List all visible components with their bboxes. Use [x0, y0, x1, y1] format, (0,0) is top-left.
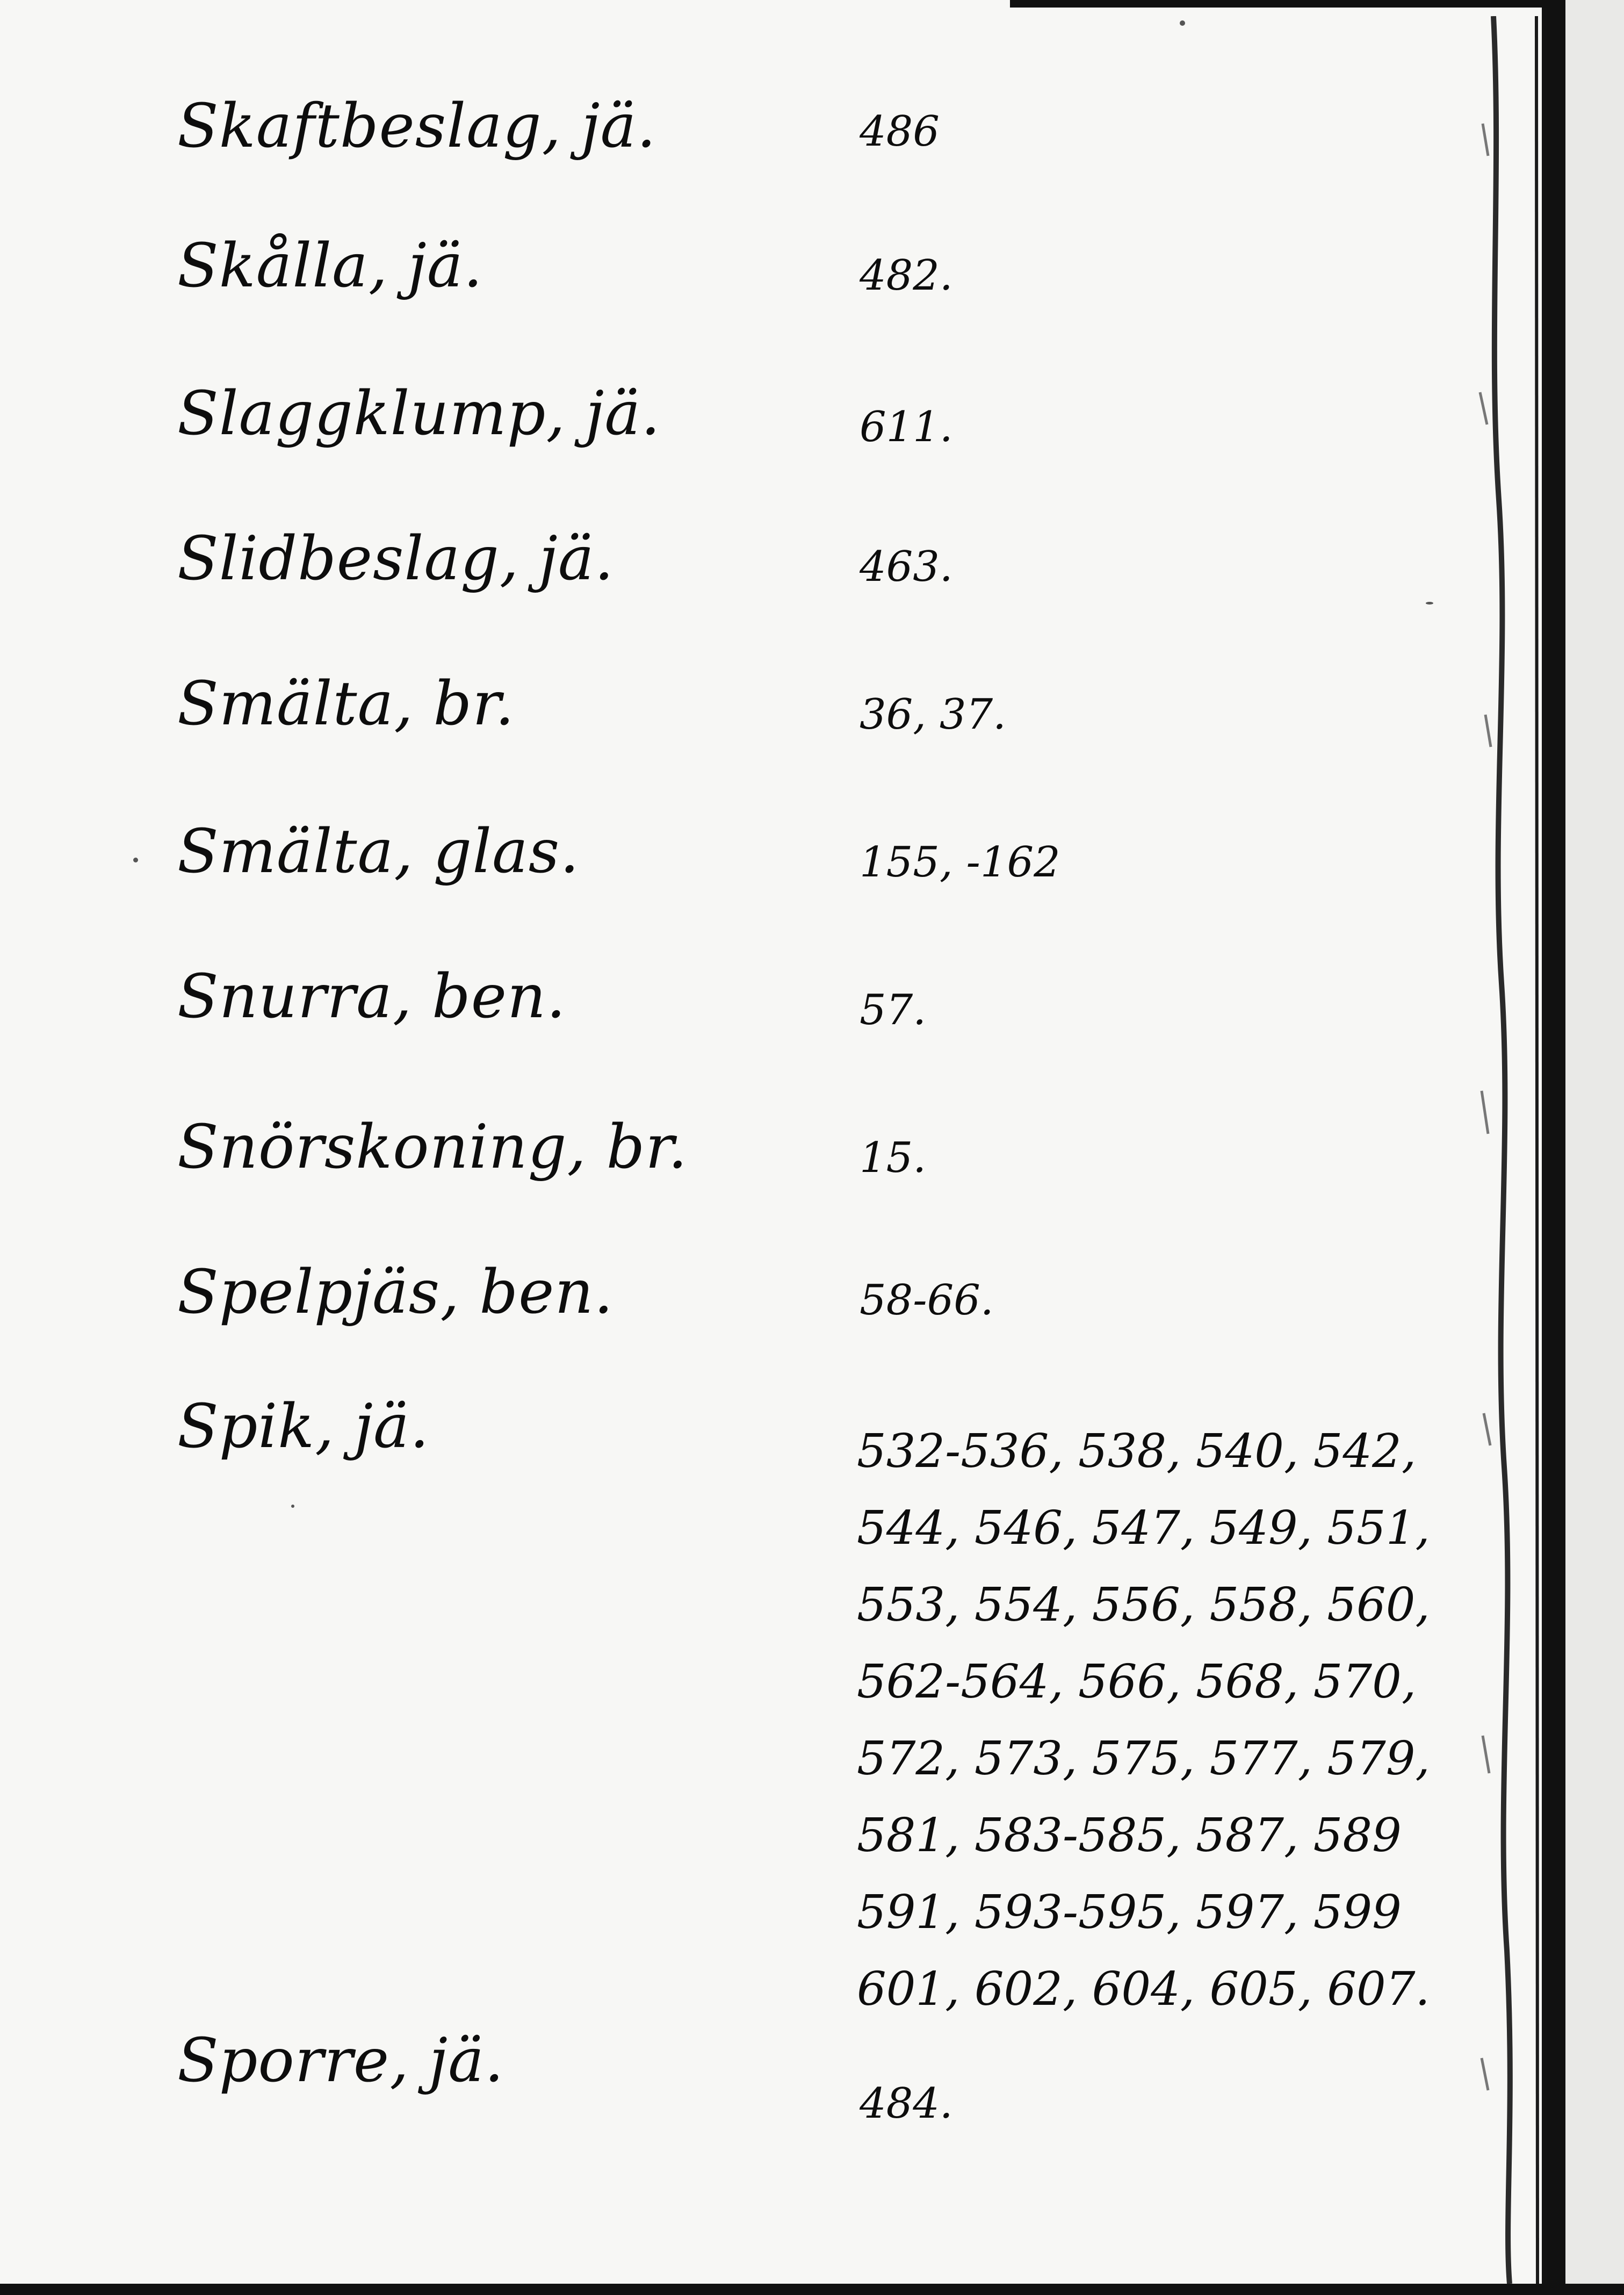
index-page-refs-line: 572, 573, 575, 577, 579,: [857, 1732, 1430, 1786]
index-page-refs: 36, 37.: [860, 690, 1006, 739]
paper-speck: [291, 1505, 294, 1508]
index-term: Sporre, jä.: [177, 2026, 504, 2096]
index-term: Snurra, ben.: [177, 962, 566, 1032]
paper-speck: [133, 858, 138, 862]
index-term: Smälta, glas.: [177, 817, 580, 887]
index-page-refs: 463.: [860, 543, 953, 591]
index-page-refs-line: 591, 593-595, 597, 599: [857, 1886, 1402, 1939]
spine-texture: [1472, 16, 1547, 2284]
index-page-refs-line: 562-564, 566, 568, 570,: [857, 1655, 1417, 1709]
index-page-refs: 484.: [860, 2080, 953, 2128]
index-page-refs-block: [857, 1413, 1430, 2028]
index-term: Snörskoning, br.: [177, 1112, 688, 1182]
page-edge-shadow: [1547, 0, 1565, 2295]
index-page-refs-line: 553, 554, 556, 558, 560,: [857, 1578, 1430, 1632]
index-page-refs-line: 544, 546, 547, 549, 551,: [857, 1501, 1430, 1555]
index-term: Skålla, jä.: [177, 231, 483, 301]
index-page-refs: 611.: [860, 403, 953, 451]
right-margin: [1547, 0, 1624, 2295]
index-page-refs-line: 581, 583-585, 587, 589: [857, 1809, 1402, 1862]
index-term: Slidbeslag, jä.: [177, 524, 615, 594]
index-page-refs: 58-66.: [860, 1276, 994, 1325]
index-term: Spelpjäs, ben.: [177, 1257, 614, 1327]
index-page-refs: 486: [860, 107, 940, 156]
index-page-refs: 15.: [860, 1134, 927, 1182]
index-term: Spik, jä.: [177, 1392, 430, 1462]
index-page-refs: 57.: [860, 986, 927, 1034]
index-term: Smälta, br.: [177, 669, 515, 739]
index-page-refs-line: 601, 602, 604, 605, 607.: [857, 1962, 1430, 2016]
paper-speck: [1426, 602, 1433, 605]
index-page-refs: 155, -162: [860, 838, 1060, 887]
paper-speck: [1180, 20, 1185, 26]
index-term: Slaggklump, jä.: [177, 379, 661, 449]
index-page-refs: 482.: [860, 251, 953, 300]
index-term: Skaftbeslag, jä.: [177, 91, 656, 161]
index-page-refs-line: 532-536, 538, 540, 542,: [857, 1425, 1417, 1478]
binding-spine: [1472, 16, 1547, 2284]
